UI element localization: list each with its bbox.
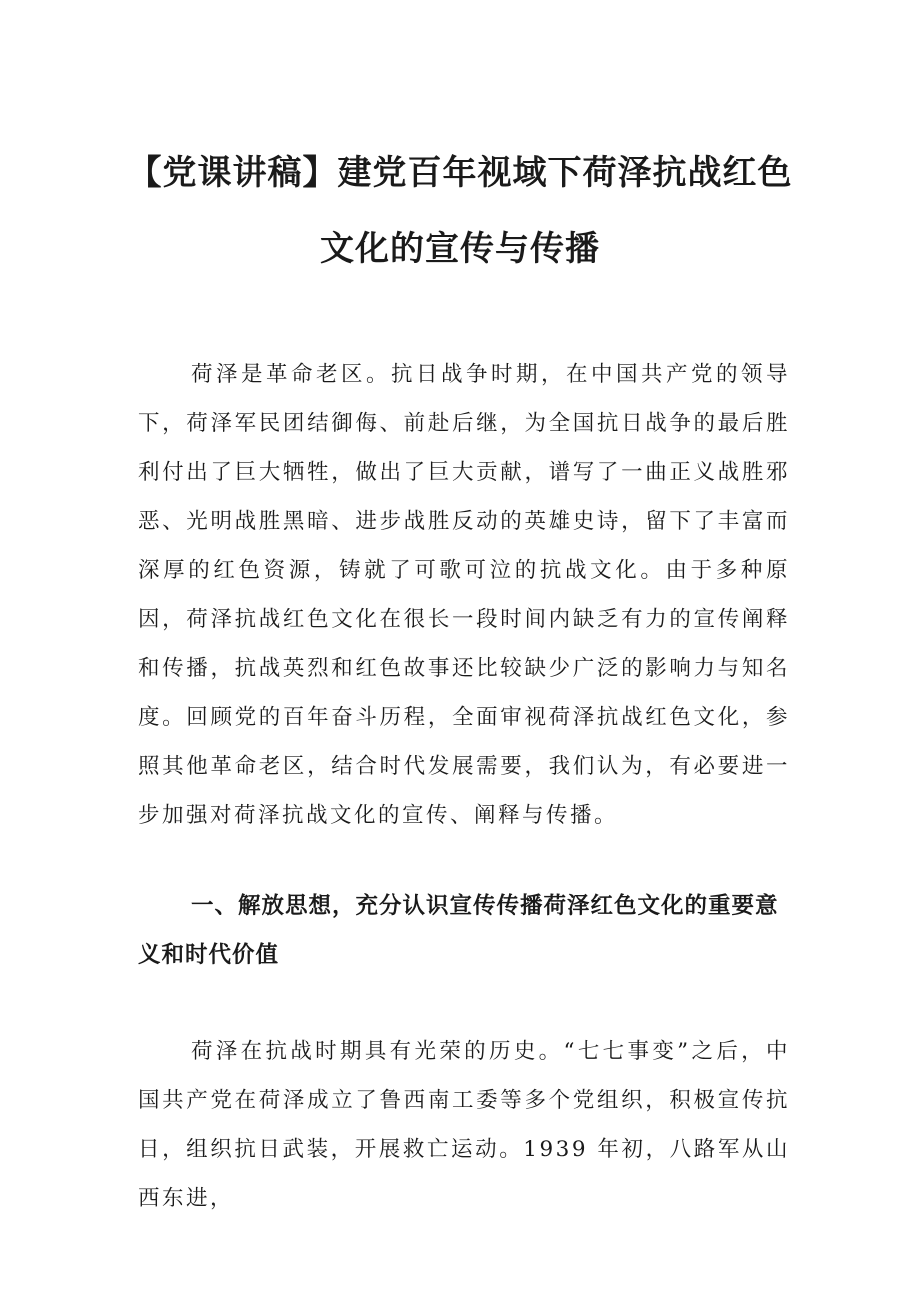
document-title-line-2: 文化的宣传与传播 [320,229,600,269]
intro-paragraph: 荷泽是革命老区。抗日战争时期，在中国共产党的领导下，荷泽军民团结御侮、前赴后继，为全国抗日战争的最后胜利付出了巨大牺牲，做出了巨大贡献，谱写了一曲正义战胜邪恶、光明战胜黑暗、进步战胜反动的英雄史诗，留下了丰富而深厚的红色资源，铸就了可歌可泣的抗战文化。由于多种原因，荷泽抗战红色文化在很长一段时间内缺乏有力的宣传阐释和传播，抗战英烈和红色故事还比较缺少广泛的影响力与知名度。回顾党的百年奋斗历程，全面审视荷泽抗战红色文化，参照其他革命老区，结合时代发展需要，我们认为，有必要进一步加强对荷泽抗战文化的宣传、阐释与传播。 [138,362,790,828]
section-1-paragraph: 荷泽在抗战时期具有光荣的历史。“七七事变”之后，中国共产党在荷泽成立了鲁西南工委等多个党组织，积极宣传抗日，组织抗日武装，开展救亡运动。1939 年初，八路军从山西东进， [138,1039,790,1211]
document-title-line-1: 【党课讲稿】建党百年视域下荷泽抗战红色 [127,153,793,193]
section-1-heading: 一、解放思想，充分认识宣传传播荷泽红色文化的重要意义和时代价值 [138,893,779,968]
